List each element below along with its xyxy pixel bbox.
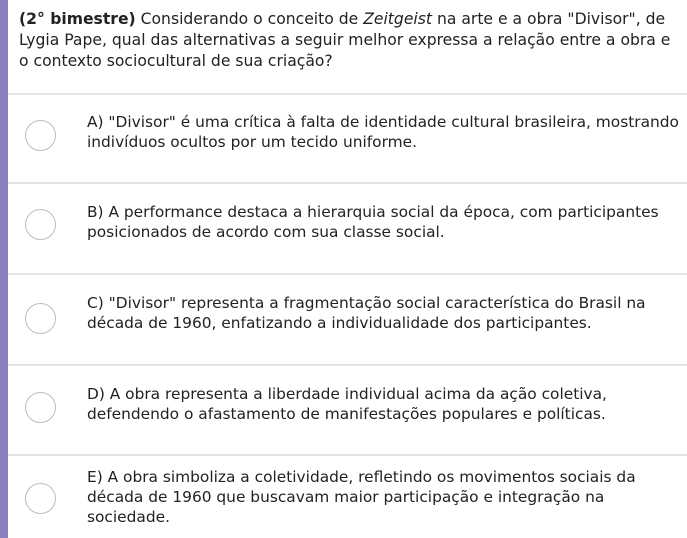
question-text-before: Considerando o conceito de — [135, 10, 364, 28]
question-text — [19, 9, 684, 72]
radio-c[interactable] — [25, 303, 56, 334]
option-b[interactable] — [8, 184, 687, 273]
option-c-label: C) "Divisor" representa a fragmentação social característica do Brasil na década de 1960, enfatizando a individualidade dos participantes. — [87, 294, 646, 332]
option-c[interactable] — [8, 275, 687, 364]
question-text-after: na arte e a obra "Divisor", de Lygia Pape, qual das alternativas a seguir melhor expressa a relação entre a obra e o contexto sociocultural de sua criação? — [19, 10, 671, 70]
option-a-label: A) "Divisor" é uma crítica à falta de identidade cultural brasileira, mostrando indivíduos ocultos por um tecido uniforme. — [87, 113, 679, 151]
radio-a[interactable] — [25, 120, 56, 151]
radio-d[interactable] — [25, 392, 56, 423]
radio-b[interactable] — [25, 209, 56, 240]
left-accent-bar — [0, 0, 8, 538]
option-d-label: D) A obra representa a liberdade individual acima da ação coletiva, defendendo o afastamento de manifestações populares e políticas. — [87, 385, 607, 423]
option-d[interactable] — [8, 366, 687, 454]
question-emphasis: Zeitgeist — [363, 10, 432, 28]
option-a[interactable] — [8, 95, 687, 182]
radio-e[interactable] — [25, 483, 56, 514]
option-e-label: E) A obra simboliza a coletividade, refletindo os movimentos sociais da década de 1960 que buscavam maior participação e integração na sociedade. — [87, 468, 636, 526]
option-e[interactable] — [8, 456, 687, 538]
question-prefix: (2° bimestre) — [19, 10, 136, 28]
option-b-label: B) A performance destaca a hierarquia social da época, com participantes posicionados de acordo com sua classe social. — [87, 203, 659, 241]
